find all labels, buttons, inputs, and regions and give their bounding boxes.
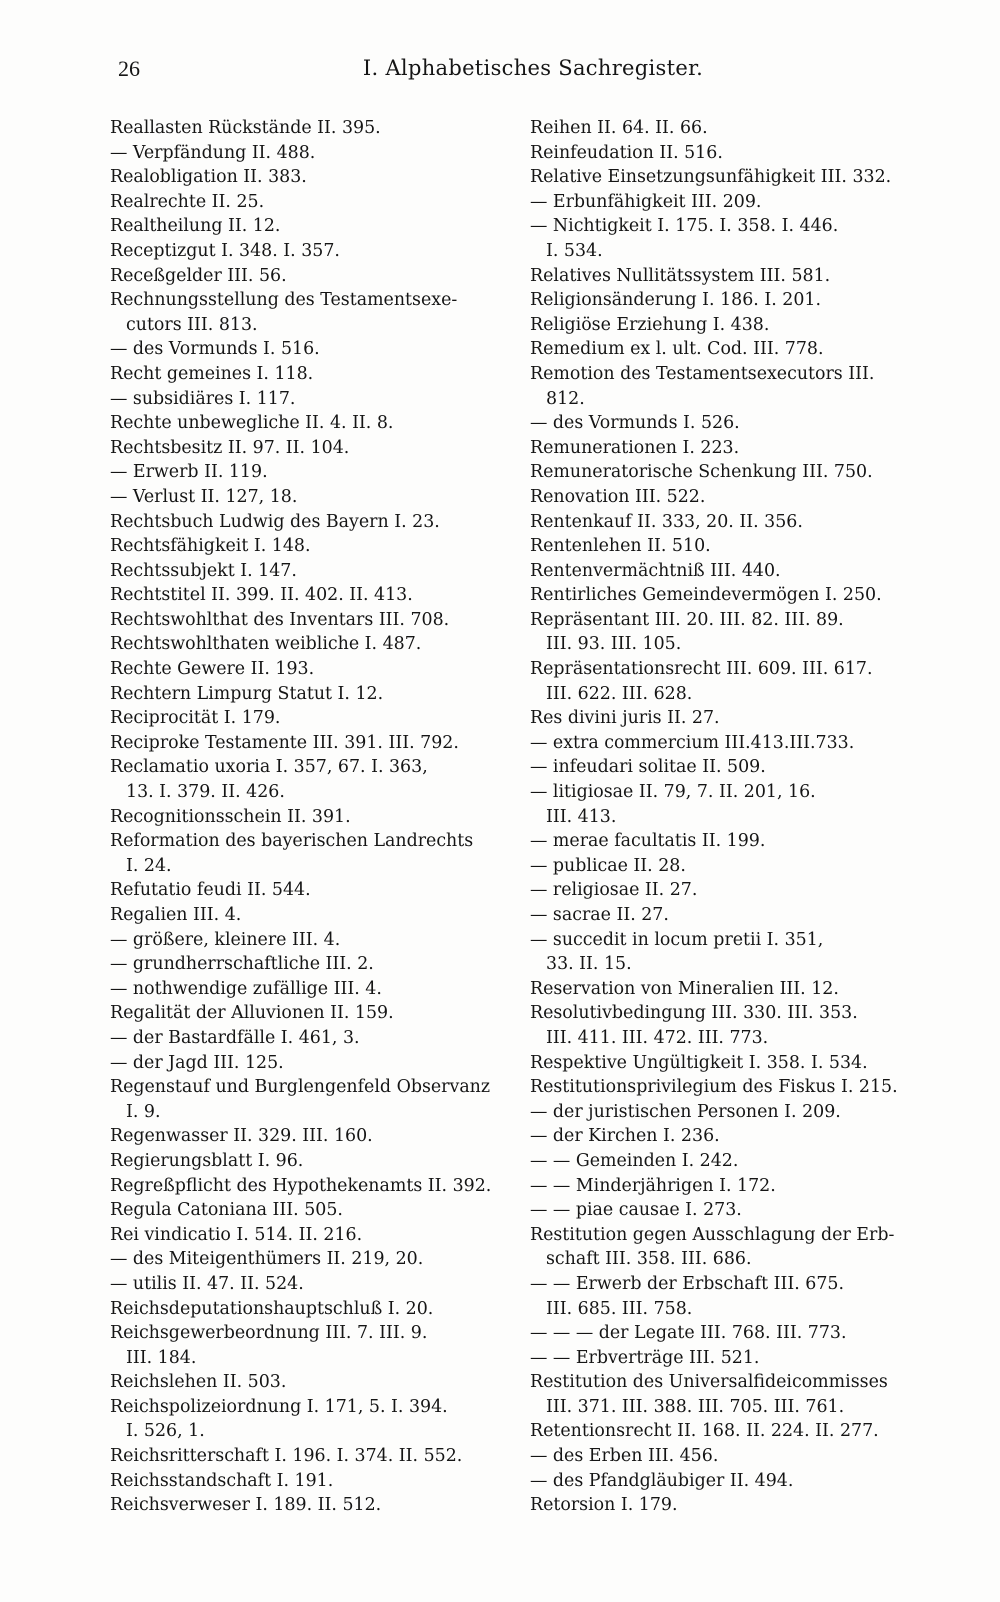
index-entry: — der Bastardfälle I. 461, 3. [110, 1027, 360, 1048]
index-entry: Retorsion I. 179. [530, 1495, 678, 1516]
index-entry: III. 411. III. 472. III. 773. [546, 1027, 769, 1048]
index-entry: — nothwendige zufällige III. 4. [110, 978, 382, 999]
index-column-right [530, 116, 948, 1518]
index-entry: Restitution gegen Ausschlagung der Erb- [530, 1224, 895, 1245]
index-entry: Rechte Gewere II. 193. [110, 659, 315, 680]
index-entry: Reclamatio uxoria I. 357, 67. I. 363, [110, 757, 428, 778]
index-entry: Reichsritterschaft I. 196. I. 374. II. 552. [110, 1446, 463, 1467]
index-entry: — des Miteigenthümers II. 219, 20. [110, 1249, 424, 1270]
index-entry: Rechnungsstellung des Testamentsexe- [110, 290, 458, 311]
index-entry: — Verlust II. 127, 18. [110, 486, 298, 507]
index-column-left [110, 116, 522, 1518]
index-entry: — extra commercium III.413.III.733. [530, 732, 855, 753]
index-entry: Relatives Nullitätssystem III. 581. [530, 265, 831, 286]
index-entry: cutors III. 813. [126, 314, 258, 335]
index-entry: Rechtsfähigkeit I. 148. [110, 536, 311, 557]
index-entry: Rentenvermächtniß III. 440. [530, 560, 781, 581]
index-entry: III. 371. III. 388. III. 705. III. 761. [546, 1396, 845, 1417]
index-entry: Rentirliches Gemeindevermögen I. 250. [530, 585, 882, 606]
index-entry: Reallasten Rückstände II. 395. [110, 118, 381, 138]
index-entry: Rechtswohlthat des Inventars III. 708. [110, 609, 450, 630]
index-entry: Rei vindicatio I. 514. II. 216. [110, 1224, 363, 1245]
index-entry: — Erbunfähigkeit III. 209. [530, 191, 762, 212]
page-header [118, 56, 948, 92]
index-entry: I. 526, 1. [126, 1421, 205, 1442]
index-entry: Reservation von Mineralien III. 12. [530, 978, 839, 999]
index-entry: — succedit in locum pretii I. 351, [530, 929, 824, 950]
index-entry: — — Gemeinden I. 242. [530, 1150, 739, 1171]
index-entry: Regula Catoniana III. 505. [110, 1200, 343, 1221]
index-entry: — merae facultatis II. 199. [530, 831, 766, 852]
index-entry: Realtheilung II. 12. [110, 216, 281, 237]
index-entry: Remuneratorische Schenkung III. 750. [530, 462, 873, 483]
index-entry: Restitution des Universalfideicommisses [530, 1372, 888, 1393]
index-entry: — des Vormunds I. 516. [110, 339, 320, 360]
index-entry: Reichsgewerbeordnung III. 7. III. 9. [110, 1323, 428, 1344]
index-entry: Renovation III. 522. [530, 486, 706, 507]
index-entry: Remedium ex l. ult. Cod. III. 778. [530, 339, 824, 360]
index-entry: 33. II. 15. [546, 954, 632, 975]
index-entry: Rechtsbesitz II. 97. II. 104. [110, 437, 350, 458]
index-entry: Reinfeudation II. 516. [530, 142, 723, 163]
index-entry: Restitutionsprivilegium des Fiskus I. 215. [530, 1077, 898, 1098]
index-entry: Regalien III. 4. [110, 905, 242, 925]
index-entry: Receßgelder III. 56. [110, 265, 287, 286]
index-entry: Res divini juris II. 27. [530, 708, 720, 729]
index-entry: Respektive Ungültigkeit I. 358. I. 534. [530, 1052, 868, 1073]
index-entry: — — Erbverträge III. 521. [530, 1347, 760, 1368]
index-entry: — religiosae II. 27. [530, 880, 698, 901]
index-entry: I. 24. [126, 855, 172, 876]
index-entry: Repräsentationsrecht III. 609. III. 617. [530, 659, 873, 680]
index-entry: Refutatio feudi II. 544. [110, 880, 311, 901]
index-entry: I. 9. [126, 1101, 161, 1122]
page-number: 26 [118, 56, 140, 81]
index-entry: — des Erben III. 456. [530, 1446, 719, 1467]
index-entry: Remunerationen I. 223. [530, 437, 740, 458]
index-entry: III. 685. III. 758. [546, 1298, 693, 1319]
index-entry: I. 534. [546, 240, 603, 261]
index-entry: Reichsdeputationshauptschluß I. 20. [110, 1298, 434, 1319]
index-entry: III. 413. [546, 806, 617, 827]
index-entry: — Erwerb II. 119. [110, 462, 268, 483]
index-entry: — sacrae II. 27. [530, 905, 669, 925]
index-entry: — des Pfandgläubiger II. 494. [530, 1470, 794, 1491]
index-entry: Rentenlehen II. 510. [530, 536, 711, 557]
index-entry: Rechtern Limpurg Statut I. 12. [110, 683, 384, 704]
index-entry: Rechtsbuch Ludwig des Bayern I. 23. [110, 511, 440, 532]
index-entry: — — Minderjährigen I. 172. [530, 1175, 776, 1196]
index-entry: — der Jagd III. 125. [110, 1052, 284, 1073]
index-entry: Reformation des bayerischen Landrechts [110, 831, 474, 852]
index-entry: Rechtstitel II. 399. II. 402. II. 413. [110, 585, 413, 606]
index-entry: — größere, kleinere III. 4. [110, 929, 341, 950]
index-entry: Repräsentant III. 20. III. 82. III. 89. [530, 609, 844, 630]
index-entry: Reichslehen II. 503. [110, 1372, 287, 1393]
index-entry: — infeudari solitae II. 509. [530, 757, 766, 778]
index-entry: Regenstauf und Burglengenfeld Observanz [110, 1077, 491, 1098]
index-entry: Religiöse Erziehung I. 438. [530, 314, 770, 335]
index-entry: Reichsverweser I. 189. II. 512. [110, 1495, 382, 1516]
index-entry: Rechtswohlthaten weibliche I. 487. [110, 634, 422, 655]
index-entry: Reciprocität I. 179. [110, 708, 281, 729]
index-entry: — — — der Legate III. 768. III. 773. [530, 1323, 847, 1344]
index-entry: Rechte unbewegliche II. 4. II. 8. [110, 413, 394, 434]
index-entry: — Nichtigkeit I. 175. I. 358. I. 446. [530, 216, 839, 237]
index-entry: — publicae II. 28. [530, 855, 686, 876]
index-entry: schaft III. 358. III. 686. [546, 1249, 752, 1270]
index-entry: Rechtssubjekt I. 147. [110, 560, 297, 581]
index-entry: III. 93. III. 105. [546, 634, 682, 655]
index-entry: — Verpfändung II. 488. [110, 142, 316, 163]
index-entry: — litigiosae II. 79, 7. II. 201, 16. [530, 782, 816, 803]
index-entry: Remotion des Testamentsexecutors III. [530, 363, 875, 384]
index-entry: 812. [546, 388, 585, 409]
running-title: I. Alphabetisches Sachregister. [362, 56, 704, 80]
index-entry: — der Kirchen I. 236. [530, 1126, 720, 1147]
index-entry: Reihen II. 64. II. 66. [530, 118, 708, 138]
index-entry: Regierungsblatt I. 96. [110, 1150, 304, 1171]
index-entry: Resolutivbedingung III. 330. III. 353. [530, 1003, 858, 1024]
index-entry: III. 184. [126, 1347, 197, 1368]
index-entry: Rentenkauf II. 333, 20. II. 356. [530, 511, 803, 532]
index-entry: Realobligation II. 383. [110, 167, 307, 188]
index-entry: Retentionsrecht II. 168. II. 224. II. 277. [530, 1421, 879, 1442]
index-entry: Reichspolizeiordnung I. 171, 5. I. 394. [110, 1396, 448, 1417]
index-entry: — subsidiäres I. 117. [110, 388, 296, 409]
index-entry: — utilis II. 47. II. 524. [110, 1273, 304, 1294]
index-entry: Regalität der Alluvionen II. 159. [110, 1003, 394, 1024]
index-entry: Reichsstandschaft I. 191. [110, 1470, 334, 1491]
index-entry: — des Vormunds I. 526. [530, 413, 740, 434]
index-entry: Realrechte II. 25. [110, 191, 265, 212]
index-entry: — der juristischen Personen I. 209. [530, 1101, 841, 1122]
index-entry: Regenwasser II. 329. III. 160. [110, 1126, 373, 1147]
index-entry: III. 622. III. 628. [546, 683, 693, 704]
index-entry: Regreßpflicht des Hypothekenamts II. 392. [110, 1175, 492, 1196]
index-entry: Religionsänderung I. 186. I. 201. [530, 290, 821, 311]
index-entry: Relative Einsetzungsunfähigkeit III. 332. [530, 167, 892, 188]
index-entry: 13. I. 379. II. 426. [126, 782, 285, 803]
index-entry: Recognitionsschein II. 391. [110, 806, 351, 827]
index-entry: — — piae causae I. 273. [530, 1200, 742, 1221]
index-entry: Receptizgut I. 348. I. 357. [110, 240, 340, 261]
index-entry: — grundherrschaftliche III. 2. [110, 954, 374, 975]
index-entry: Recht gemeines I. 118. [110, 363, 314, 384]
index-entry: — — Erwerb der Erbschaft III. 675. [530, 1273, 844, 1294]
index-entry: Reciproke Testamente III. 391. III. 792. [110, 732, 459, 753]
